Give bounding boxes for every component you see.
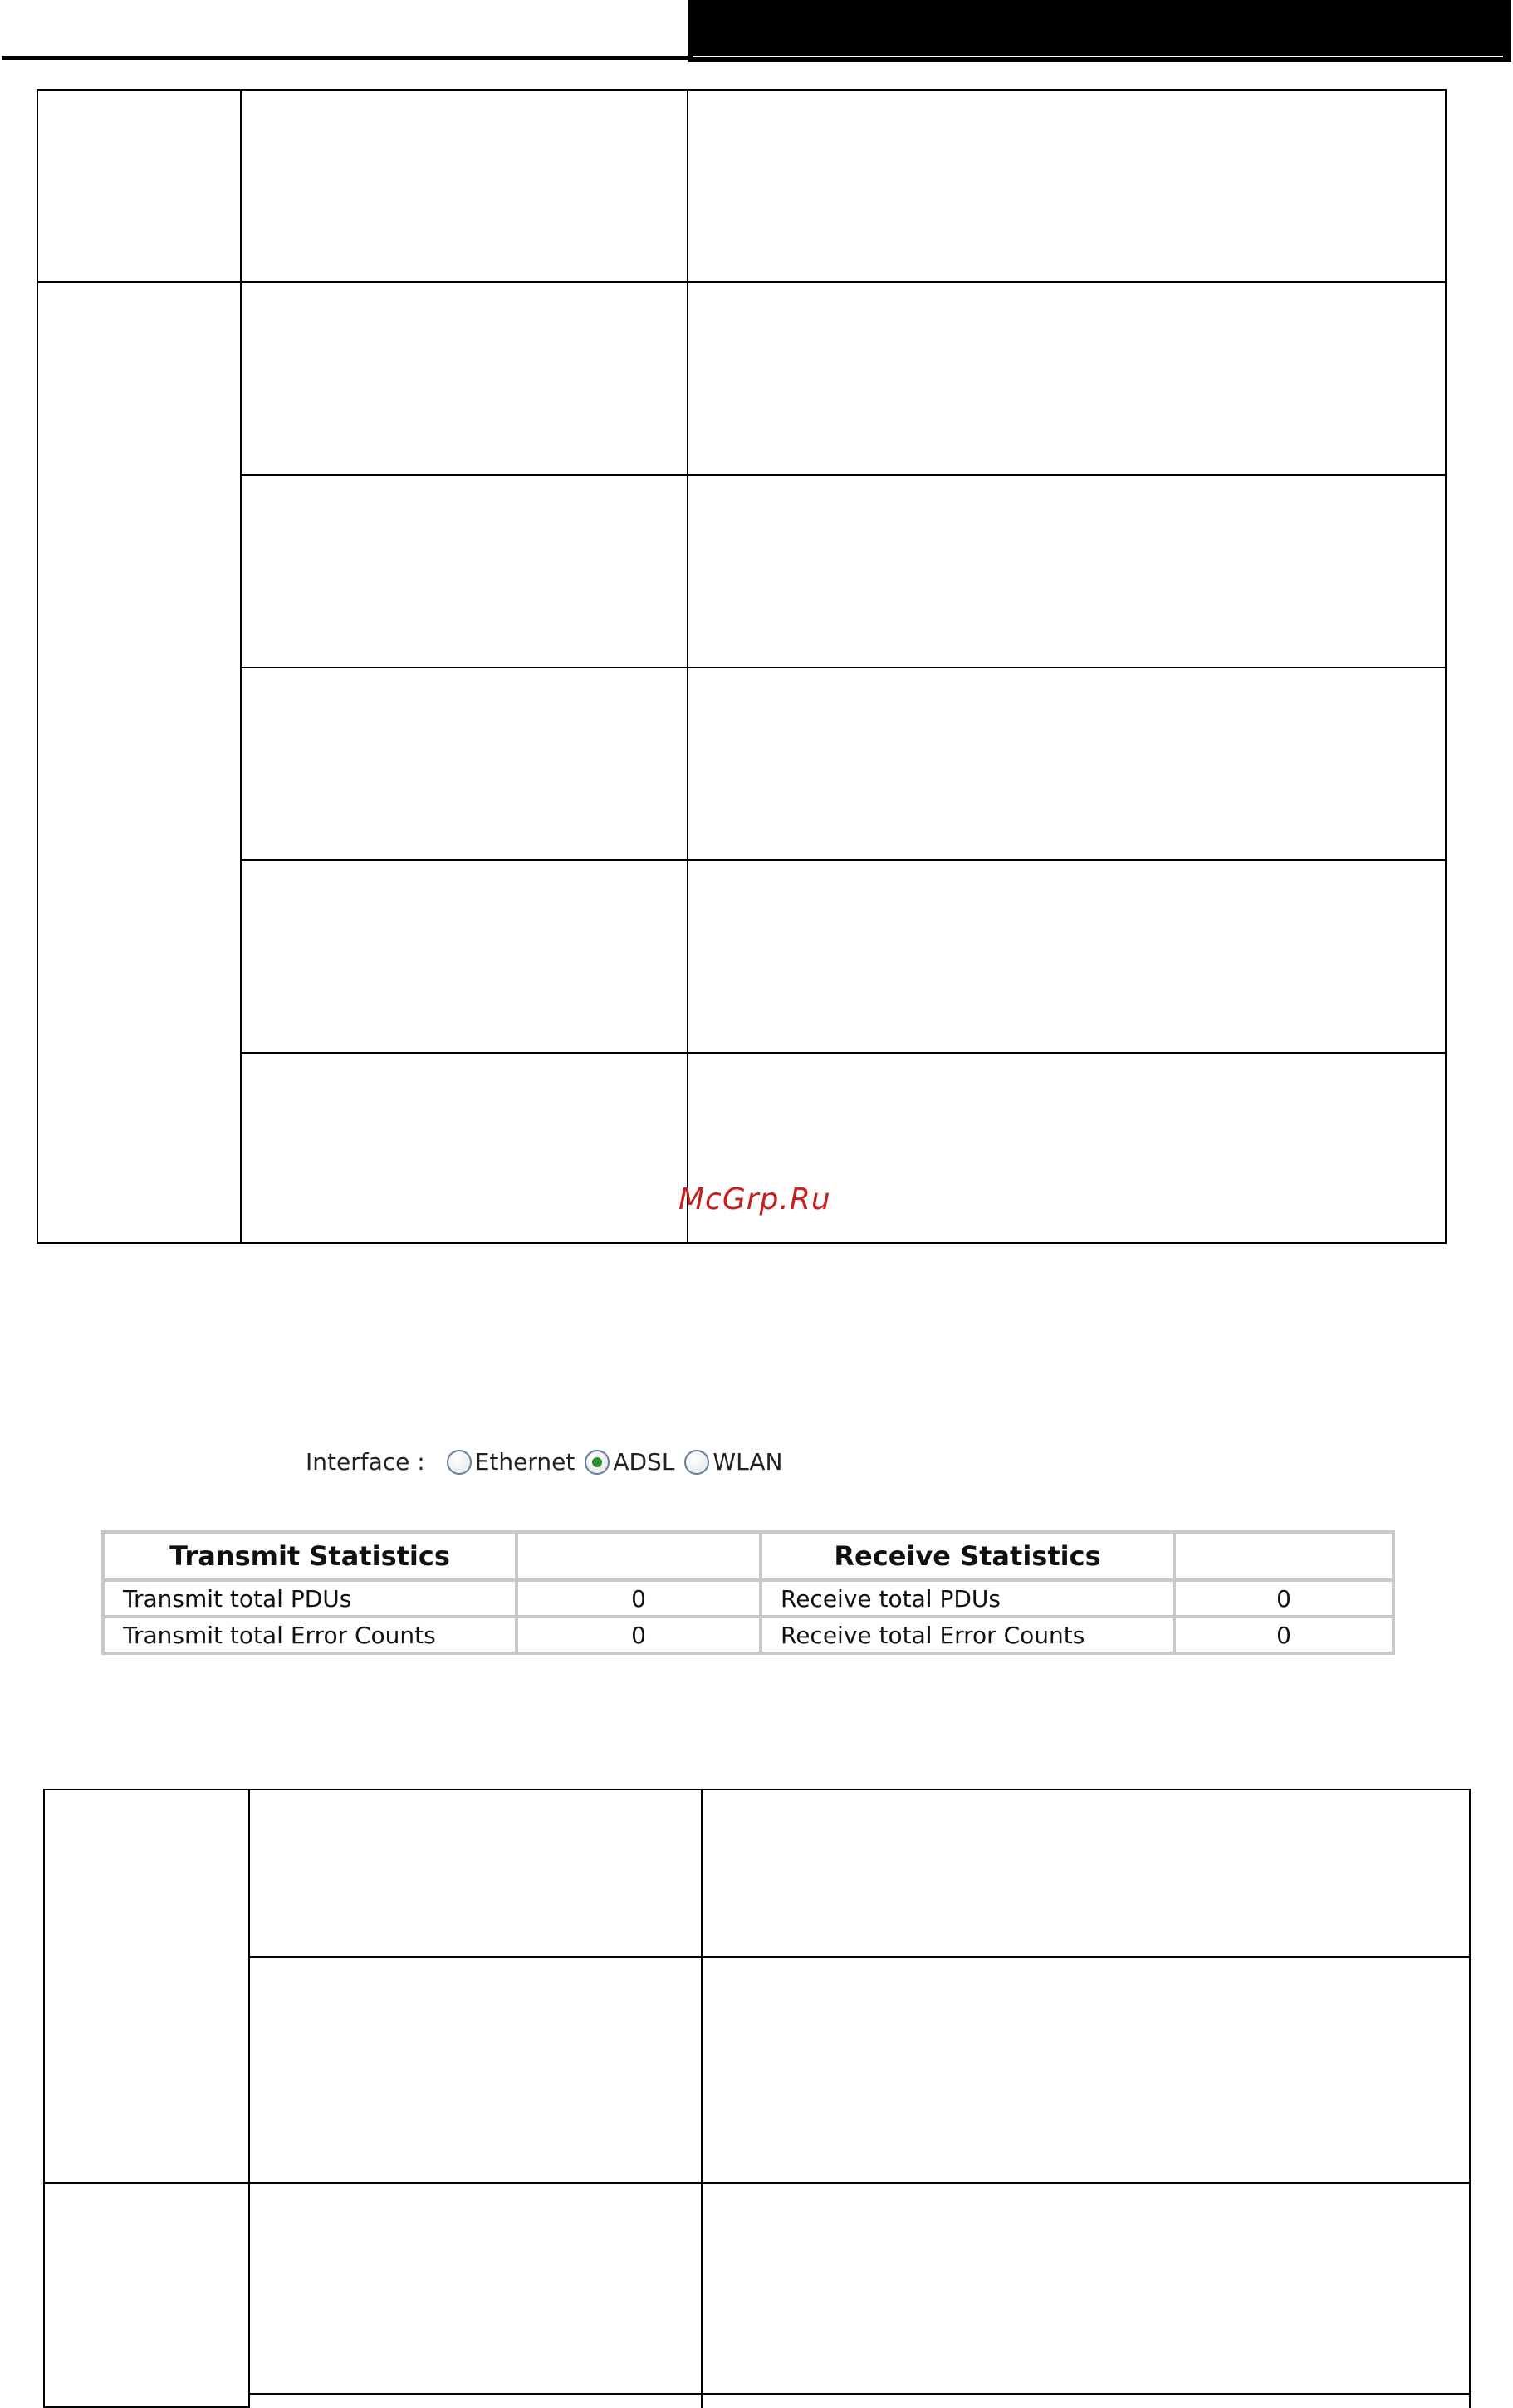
header-rule [2,56,688,60]
table-cell [248,2393,703,2408]
table-row [103,1580,1393,1617]
receive-error-counts-value: 0 [1174,1617,1393,1653]
transmit-statistics-header: Transmit Statistics [103,1532,517,1580]
transmit-total-pdus-value: 0 [517,1580,761,1617]
radio-selected-dot [592,1457,602,1467]
table-cell [37,281,242,1244]
table-cell [248,1789,703,1958]
ethernet-radio-label[interactable]: Ethernet [474,1448,575,1476]
adsl-radio[interactable] [585,1450,610,1475]
interface-radio-group [306,1448,792,1476]
table-cell [701,1956,1471,2184]
table-cell [240,281,688,476]
table-row [103,1617,1393,1653]
table-cell [687,667,1447,861]
receive-statistics-header: Receive Statistics [761,1532,1174,1580]
table-cell [43,1789,250,2184]
header-bar [688,0,1511,62]
table-cell [687,281,1447,476]
wlan-radio-label[interactable]: WLAN [712,1448,783,1476]
header-bar-underline [693,56,1503,57]
receive-total-pdus-label: Receive total PDUs [761,1580,1174,1617]
table-cell [248,1956,703,2184]
header-blank [1174,1532,1393,1580]
table-cell [240,1052,688,1244]
table-cell [240,667,688,861]
table-cell [701,1789,1471,1958]
table-cell [240,474,688,668]
table-cell [240,89,688,283]
table-cell [248,2182,703,2395]
header-blank [517,1532,761,1580]
table-cell [43,2182,250,2408]
table-cell [701,2182,1471,2395]
transmit-total-pdus-label: Transmit total PDUs [103,1580,517,1617]
table-cell [687,474,1447,668]
transmit-error-counts-value: 0 [517,1617,761,1653]
table-cell [37,89,242,283]
transmit-error-counts-label: Transmit total Error Counts [103,1617,517,1653]
receive-total-pdus-value: 0 [1174,1580,1393,1617]
adsl-radio-label[interactable]: ADSL [613,1448,675,1476]
receive-error-counts-label: Receive total Error Counts [761,1617,1174,1653]
table-cell [701,2393,1471,2408]
ethernet-radio[interactable] [447,1450,472,1475]
table-header-row [103,1532,1393,1580]
statistics-table [101,1530,1395,1655]
table-cell [687,89,1447,283]
wlan-radio[interactable] [684,1450,709,1475]
table-cell [240,859,688,1054]
watermark: McGrp.Ru [678,1182,831,1216]
table-cell [687,859,1447,1054]
interface-label: Interface : [306,1448,425,1476]
